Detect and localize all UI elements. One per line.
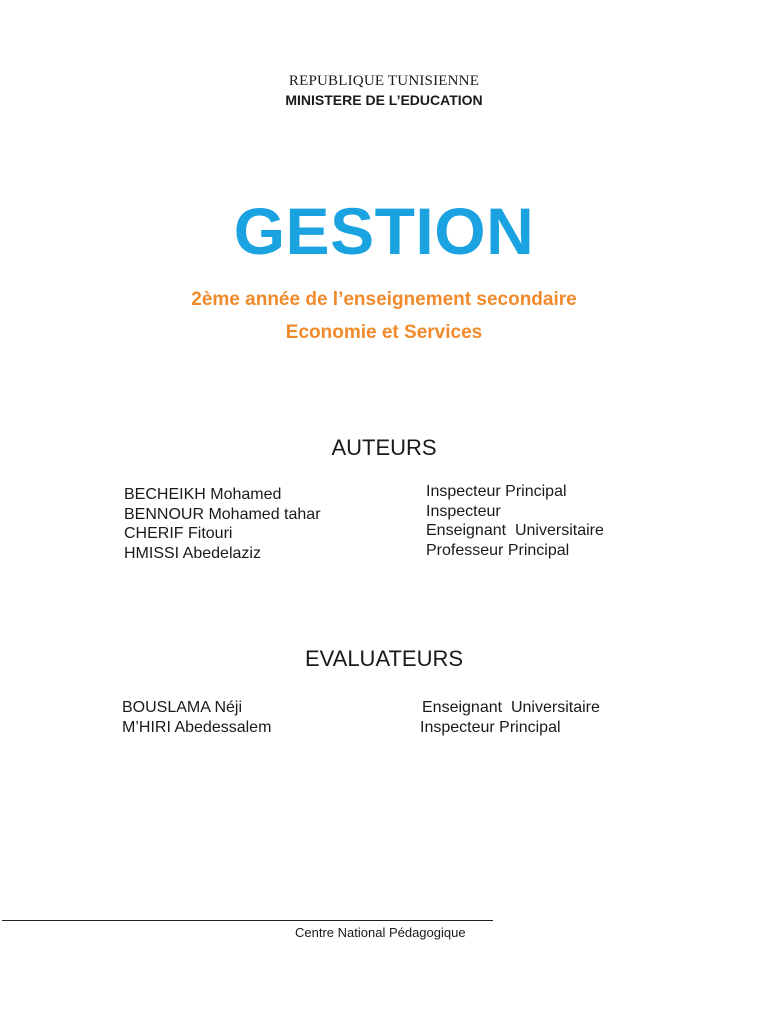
evaluators-heading: EVALUATEURS — [304, 646, 464, 671]
author-role: Inspecteur — [426, 502, 501, 520]
evaluators-roles-column — [420, 698, 600, 737]
authors-heading: AUTEURS — [331, 435, 437, 460]
subtitle-section: Economie et Services — [285, 322, 483, 343]
author-name: CHERIF Fitouri — [124, 525, 233, 542]
evaluator-role: Inspecteur Principal — [420, 718, 561, 736]
authors-names-column — [124, 485, 321, 563]
publisher-label: Centre National Pédagogique — [295, 925, 466, 940]
footer-divider — [2, 920, 493, 921]
evaluators-names-column — [122, 698, 271, 737]
evaluator-role: Enseignant Universitaire — [422, 699, 600, 716]
republic-label: REPUBLIQUE TUNISIENNE — [288, 73, 480, 89]
author-name: BECHEIKH Mohamed — [124, 486, 282, 503]
author-name: BENNOUR Mohamed tahar — [124, 505, 321, 523]
document-title: GESTION — [233, 194, 535, 268]
author-role: Inspecteur Principal — [426, 483, 567, 500]
author-role: Professeur Principal — [426, 541, 570, 559]
evaluator-name: BOUSLAMA Néji — [122, 699, 243, 716]
ministry-label: MINISTERE DE L’EDUCATION — [285, 92, 483, 108]
author-role: Enseignant Universitaire — [426, 522, 604, 539]
evaluator-name: M’HIRI Abedessalem — [122, 718, 272, 736]
author-name: HMISSI Abedelaziz — [124, 544, 261, 562]
authors-roles-column — [426, 482, 604, 560]
subtitle-level: 2ème année de l’enseignement secondaire — [191, 289, 577, 310]
